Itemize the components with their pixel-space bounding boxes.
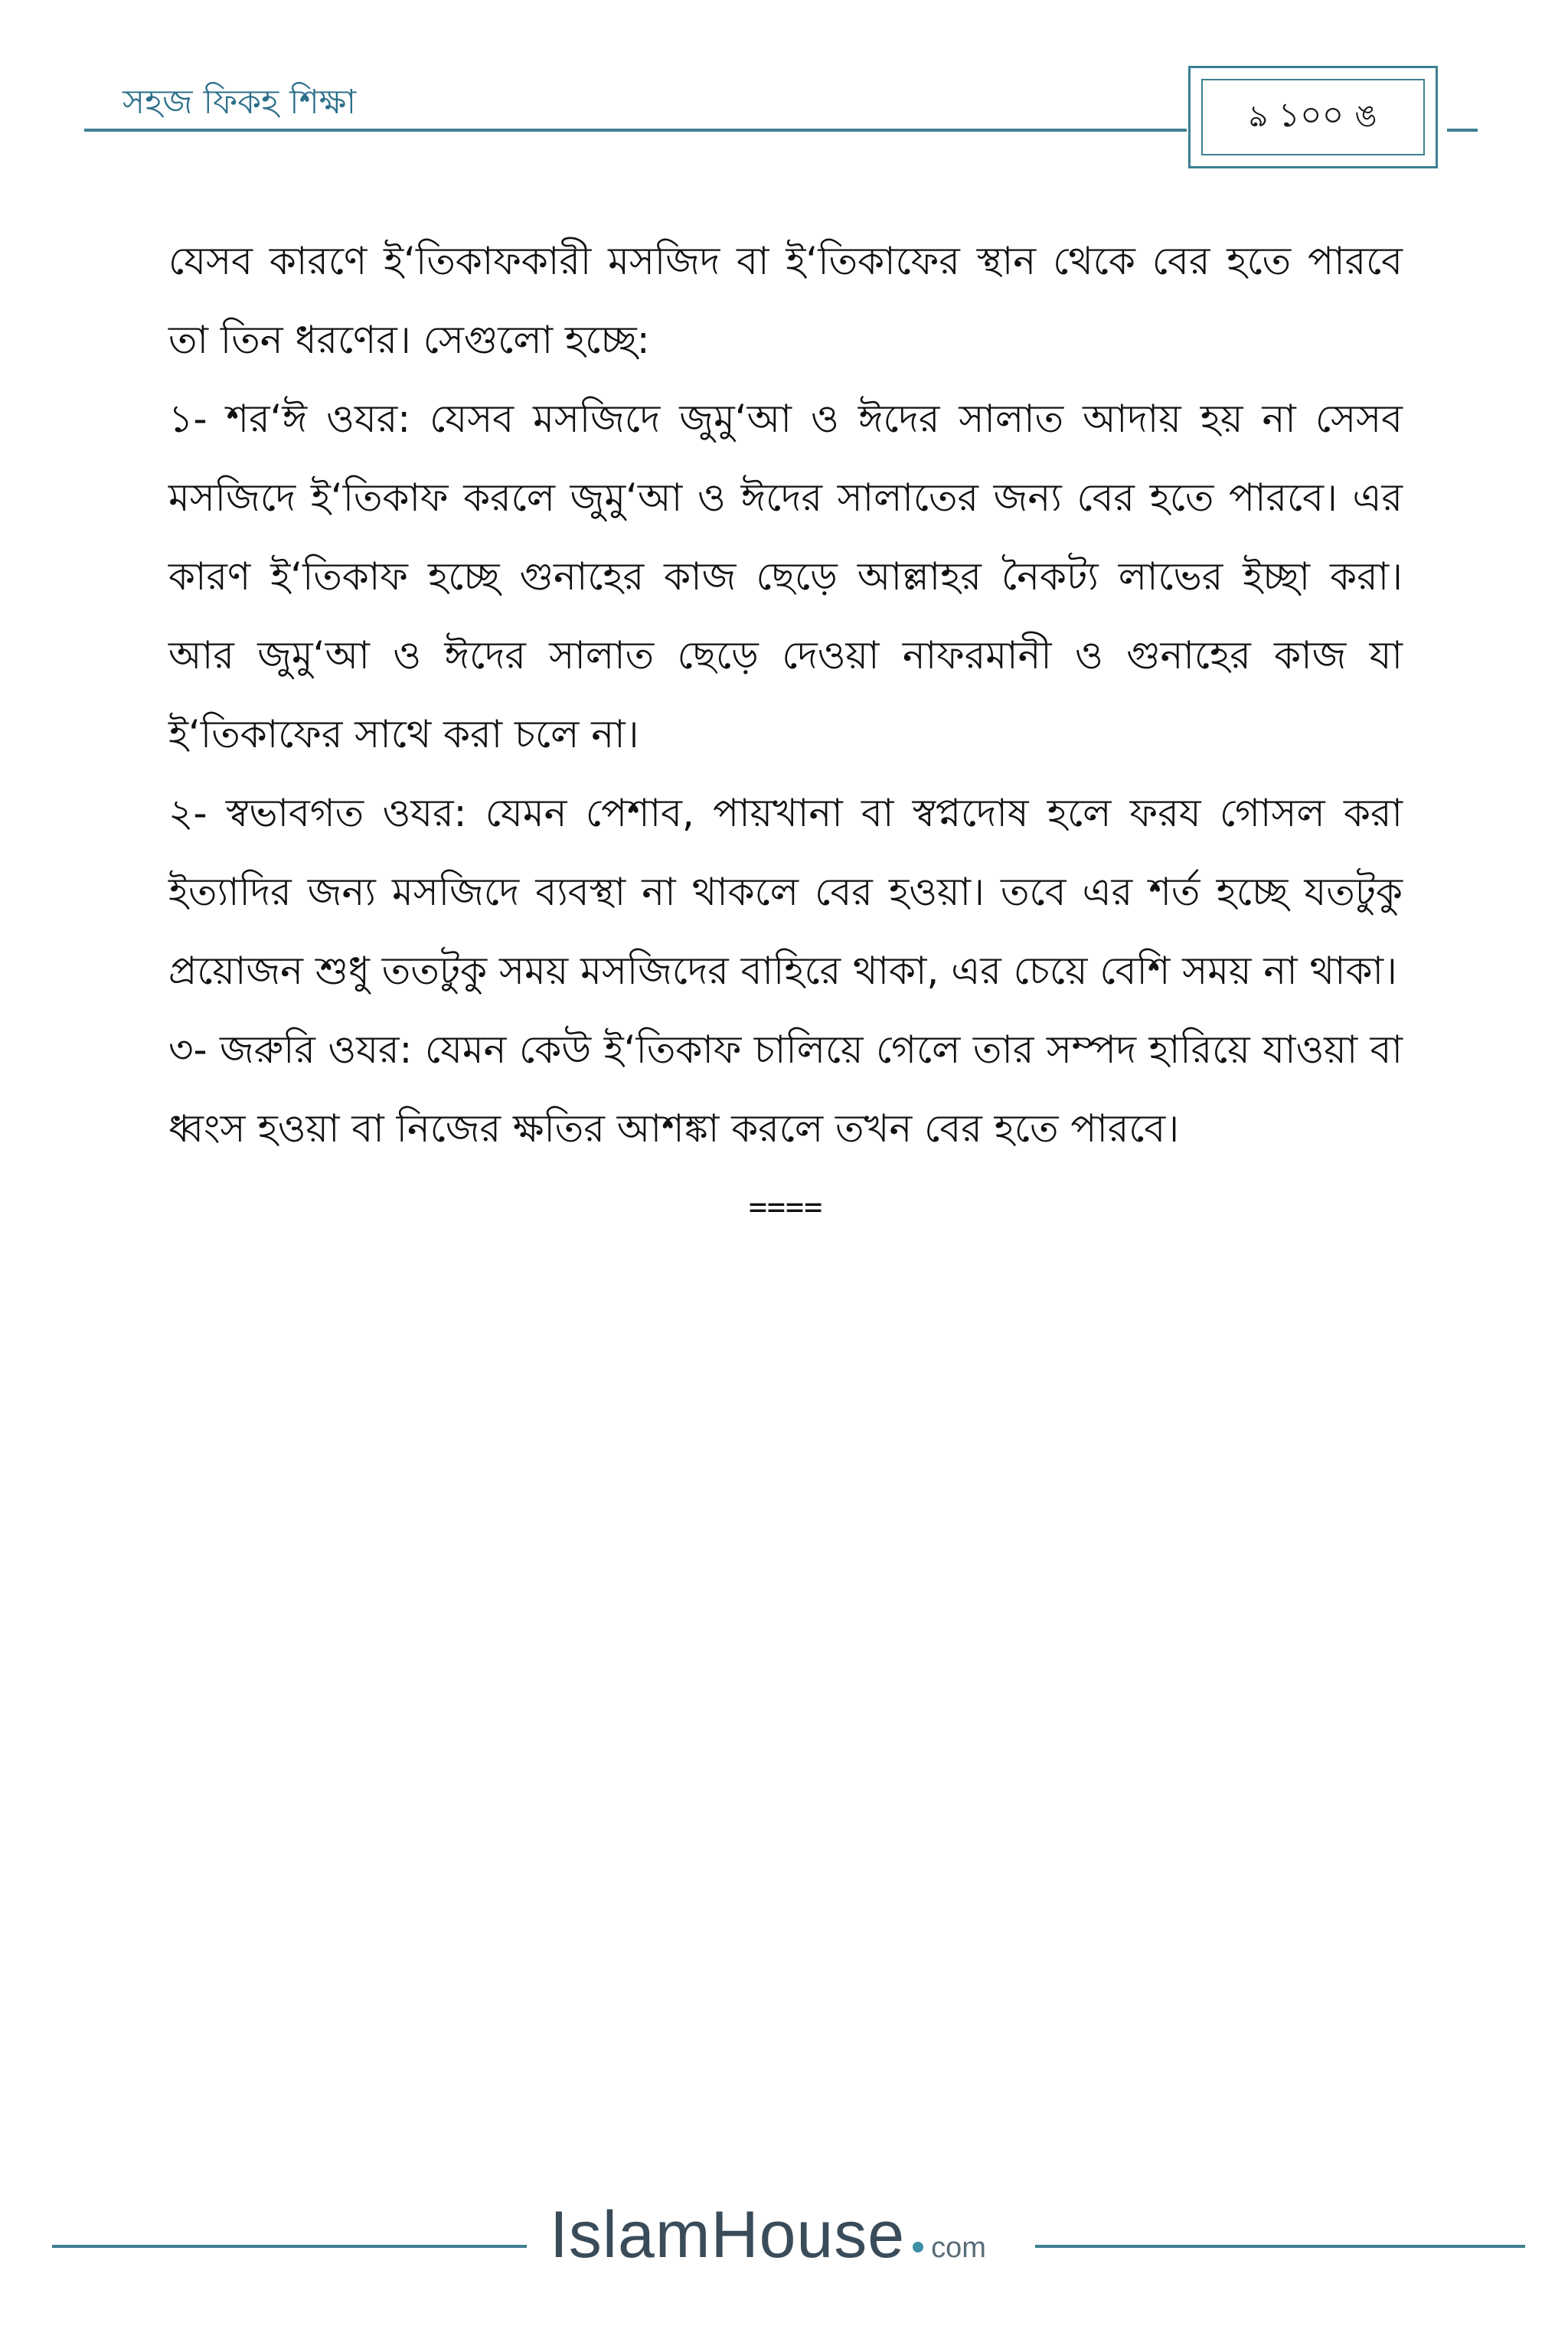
logo-dot-icon — [913, 2242, 923, 2252]
book-title: সহজ ফিকহ শিক্ষা — [122, 83, 357, 122]
paragraph-urgent-excuse: ৩- জরুরি ওযর: যেমন কেউ ই‘তিকাফ চালিয়ে গেলে তার সম্পদ হারিয়ে যাওয়া বা ধ্বংস হওয়া বা নিজের ক্ষতির আশঙ্কা করলে তখন বের হতে পারবে। — [168, 1027, 1403, 1151]
paragraph-shari-excuse: ১- শর‘ঈ ওযর: যেসব মসজিদে জুমু‘আ ও ঈদের সালাত আদায় হয় না সেসব মসজিদে ই‘তিকাফ করলে জুমু‘আ ও ঈদের সালাতের জন্য বের হতে পারবে। এর কারণ ই‘তিকাফ হচ্ছে গুনাহের কাজ ছেড়ে আল্লাহর নৈকট্য লাভের ইচ্ছা করা। আর জুমু‘আ ও ঈদের সালাত ছেড়ে দেওয়া নাফরমানী ও গুনাহের কাজ যা ই‘তিকাফের সাথে করা চলে না। — [168, 397, 1403, 756]
page-number-frame — [1188, 66, 1438, 168]
page-number: ১০০ — [1278, 95, 1344, 135]
page-number-inner-frame — [1201, 79, 1425, 155]
page-ornament-right: ঙ — [1354, 98, 1377, 134]
islamhouse-logo — [550, 2197, 986, 2282]
header-divider — [84, 129, 1187, 132]
logo-domain-suffix: com — [931, 2232, 986, 2264]
paragraph-natural-excuse: ২- স্বভাবগত ওযর: যেমন পেশাব, পায়খানা বা স্বপ্নদোষ হলে ফরয গোসল করা ইত্যাদির জন্য মসজিদে ব্যবস্থা না থাকলে বের হওয়া। তবে এর শর্ত হচ্ছে যতটুকু প্রয়োজন শুধু ততটুকু সময় মসজিদের বাহিরে থাকা, এর চেয়ে বেশি সময় না থাকা। — [168, 791, 1403, 993]
logo-wordmark: IslamHouse — [550, 2198, 906, 2272]
page-body — [168, 222, 1403, 1247]
footer-divider-left — [52, 2245, 527, 2248]
header-divider-tail — [1447, 129, 1478, 132]
page-ornament-left: ঌ — [1249, 98, 1268, 134]
paragraph-intro: যেসব কারণে ই‘তিকাফকারী মসজিদ বা ই‘তিকাফের স্থান থেকে বের হতে পারবে তা তিন ধরণের। সেগুলো হচ্ছে: — [168, 239, 1403, 362]
section-separator: ==== — [748, 1190, 823, 1225]
footer-divider-right — [1035, 2245, 1525, 2248]
